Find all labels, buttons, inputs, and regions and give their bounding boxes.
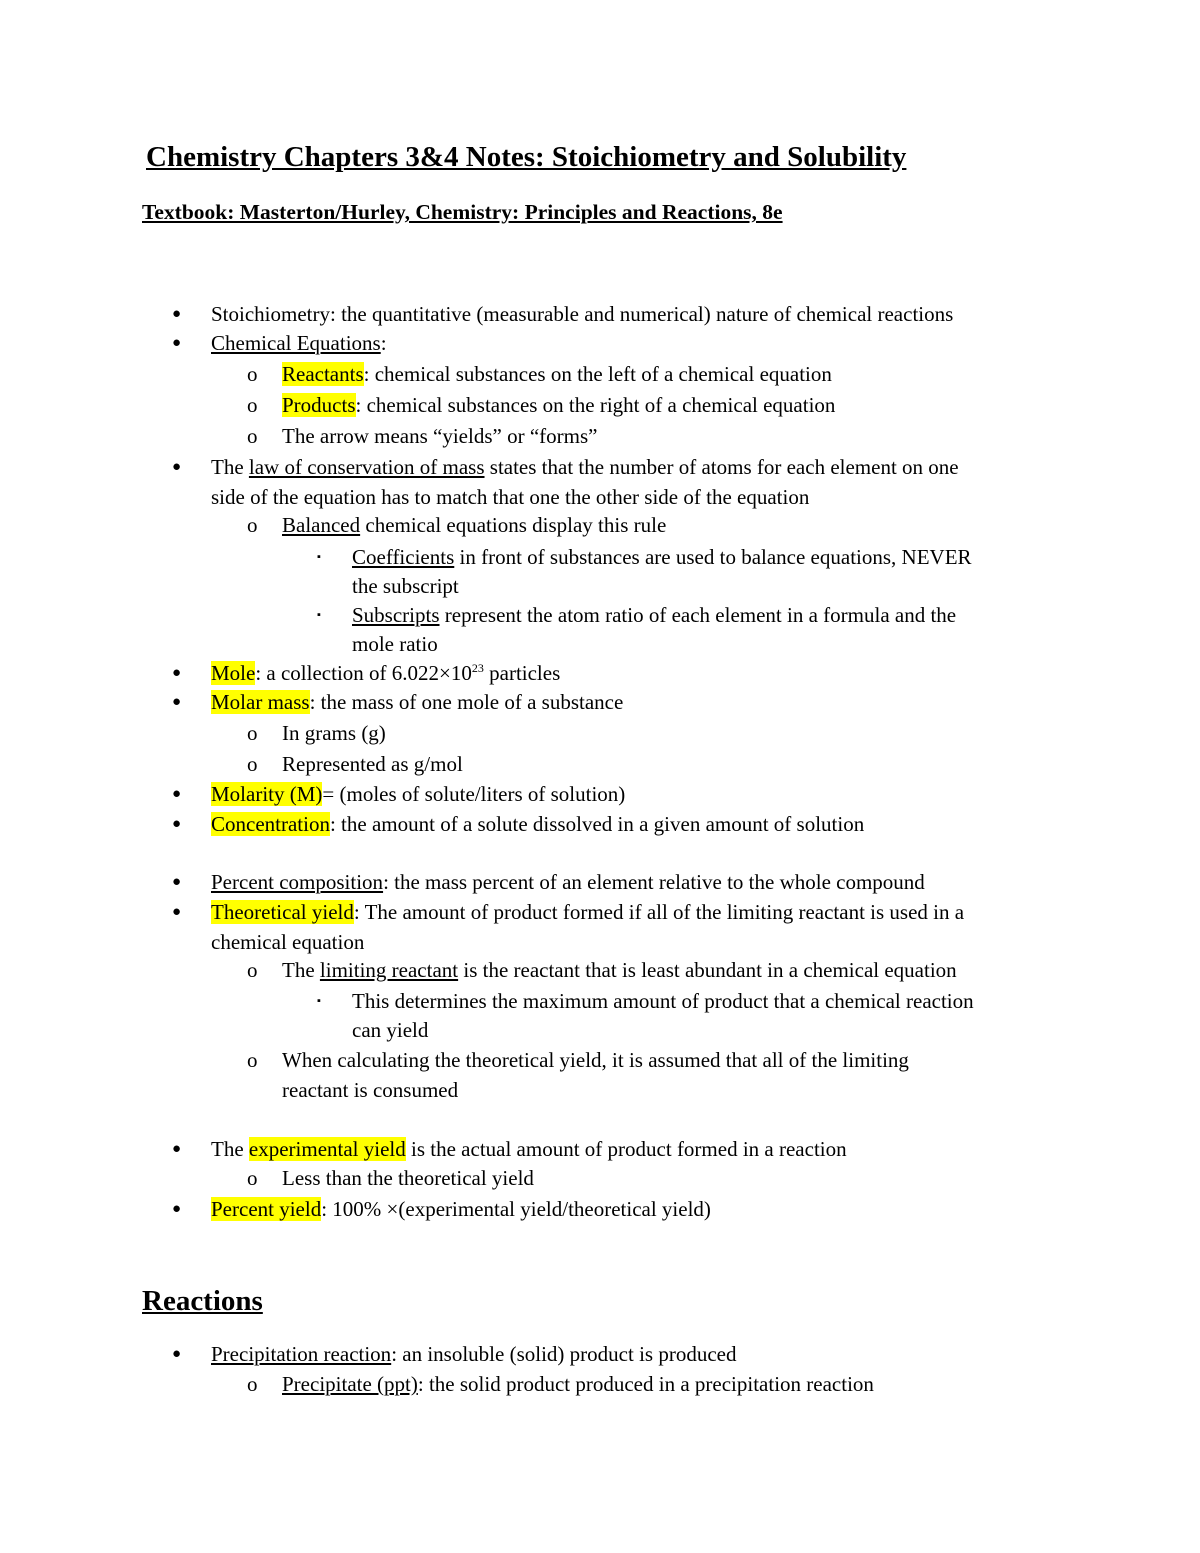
highlighted-term: Mole [211,661,256,685]
note-text: states that the number of atoms for each element on one [484,455,959,479]
highlighted-term: Molarity (M) [211,782,323,806]
note-text: mole ratio [352,632,438,656]
note-text: : the mass of one mole of a substance [309,690,624,714]
circle-marker: o [247,958,258,982]
note-coefficients-cont [352,572,459,600]
textbook-reference: Textbook: Masterton/Hurley, Chemistry: Principles and Reactions, 8e [142,200,783,224]
note-determines [352,987,974,1015]
note-mole [211,659,560,687]
note-text: : a collection of 6.022×10 [255,661,472,685]
term: Balanced [282,513,361,537]
bullet-marker: ● [172,306,182,322]
page-title: Chemistry Chapters 3&4 Notes: Stoichiometry and Solubility [146,141,907,173]
highlighted-term: experimental yield [248,1137,406,1161]
note-grams [282,719,386,747]
highlighted-term: Concentration [211,812,330,836]
note-coefficients [352,543,972,571]
note-text: the subscript [352,574,459,598]
note-molarity [211,780,625,808]
note-text: chemical equation [211,930,365,954]
exponent: 23 [471,661,484,675]
term: Subscripts [352,603,440,627]
note-text: chemical equations display this rule [360,513,667,537]
note-theoretical-yield [211,898,964,926]
note-calculating [282,1046,909,1074]
term: Percent composition [211,870,384,894]
highlighted-term: Percent yield [211,1197,322,1221]
note-reactants [282,360,832,388]
term: Precipitate (ppt) [282,1372,418,1396]
note-text: particles [483,661,561,685]
circle-marker: o [247,513,258,537]
note-text: Stoichiometry: the quantitative (measurable and numerical) nature of chemical reactions [211,302,954,326]
note-text: : The amount of product formed if all of the limiting reactant is used in a [353,900,965,924]
note-theoretical-yield-cont [211,928,364,956]
highlighted-term: Products [282,393,356,417]
highlighted-term: Reactants [282,362,364,386]
term: law of conservation of mass [248,455,485,479]
section-heading-reactions: Reactions [142,1285,263,1317]
square-marker: ▪ [317,551,321,563]
bullet-marker: ● [172,874,182,890]
note-determines-cont [352,1016,428,1044]
note-text: can yield [352,1018,429,1042]
bullet-marker: ● [172,665,182,681]
note-text: = (moles of solute/liters of solution) [322,782,626,806]
bullet-marker: ● [172,816,182,832]
note-text: : the amount of a solute dissolved in a given amount of solution [329,812,865,836]
note-text: : the mass percent of an element relative to the whole compound [383,870,925,894]
term: Coefficients [352,545,455,569]
note-text: Represented as g/mol [282,752,463,776]
circle-marker: o [247,362,258,386]
note-gmol [282,750,463,778]
note-text: : the solid product produced in a precipitation reaction [417,1372,874,1396]
note-text: The [211,455,249,479]
circle-marker: o [247,752,258,776]
circle-marker: o [247,393,258,417]
note-chemical-equations [211,329,387,357]
term: Chemical Equations [211,331,381,355]
note-precipitate [282,1370,874,1398]
bullet-marker: ● [172,1346,182,1362]
note-text: represent the atom ratio of each element in a formula and the [439,603,957,627]
bullet-marker: ● [172,1201,182,1217]
note-concentration [211,810,864,838]
note-subscripts-cont [352,630,438,658]
note-law-conservation-cont [211,483,809,511]
circle-marker: o [247,1048,258,1072]
note-precipitation-reaction [211,1340,736,1368]
bullet-marker: ● [172,459,182,475]
note-text: The [211,1137,249,1161]
note-less-than [282,1164,534,1192]
note-products [282,391,835,419]
term: limiting reactant [319,958,459,982]
note-percent-yield [211,1195,711,1223]
note-text: : chemical substances on the right of a chemical equation [355,393,836,417]
note-text: : 100% ×(experimental yield/theoretical yield) [321,1197,711,1221]
note-text: Less than the theoretical yield [282,1166,534,1190]
note-text: The arrow means “yields” or “forms” [282,424,598,448]
note-text: : [380,331,387,355]
note-text: The [282,958,320,982]
circle-marker: o [247,424,258,448]
note-text: side of the equation has to match that one the other side of the equation [211,485,810,509]
note-text: is the actual amount of product formed in a reaction [405,1137,847,1161]
highlighted-term: Theoretical yield [211,900,354,924]
circle-marker: o [247,1372,258,1396]
bullet-marker: ● [172,694,182,710]
square-marker: ▪ [317,609,321,621]
note-experimental-yield [211,1135,847,1163]
note-limiting-reactant [282,956,957,984]
note-text: : chemical substances on the left of a chemical equation [363,362,832,386]
note-text: in front of substances are used to balance equations, NEVER [454,545,972,569]
note-law-conservation [211,453,959,481]
note-subscripts [352,601,956,629]
note-text: When calculating the theoretical yield, it is assumed that all of the limiting [282,1048,909,1072]
note-text: is the reactant that is least abundant in a chemical equation [458,958,957,982]
bullet-marker: ● [172,335,182,351]
square-marker: ▪ [317,995,321,1007]
note-balanced [282,511,666,539]
note-text: In grams (g) [282,721,386,745]
note-text: : an insoluble (solid) product is produced [391,1342,737,1366]
note-arrow [282,422,597,450]
note-stoichiometry [211,300,953,328]
note-text: reactant is consumed [282,1078,459,1102]
note-molar-mass [211,688,623,716]
bullet-marker: ● [172,904,182,920]
bullet-marker: ● [172,786,182,802]
circle-marker: o [247,721,258,745]
highlighted-term: Molar mass [211,690,310,714]
note-percent-composition [211,868,925,896]
bullet-marker: ● [172,1141,182,1157]
circle-marker: o [247,1166,258,1190]
note-calculating-cont [282,1076,458,1104]
term: Precipitation reaction [211,1342,392,1366]
note-text: This determines the maximum amount of product that a chemical reaction [352,989,974,1013]
